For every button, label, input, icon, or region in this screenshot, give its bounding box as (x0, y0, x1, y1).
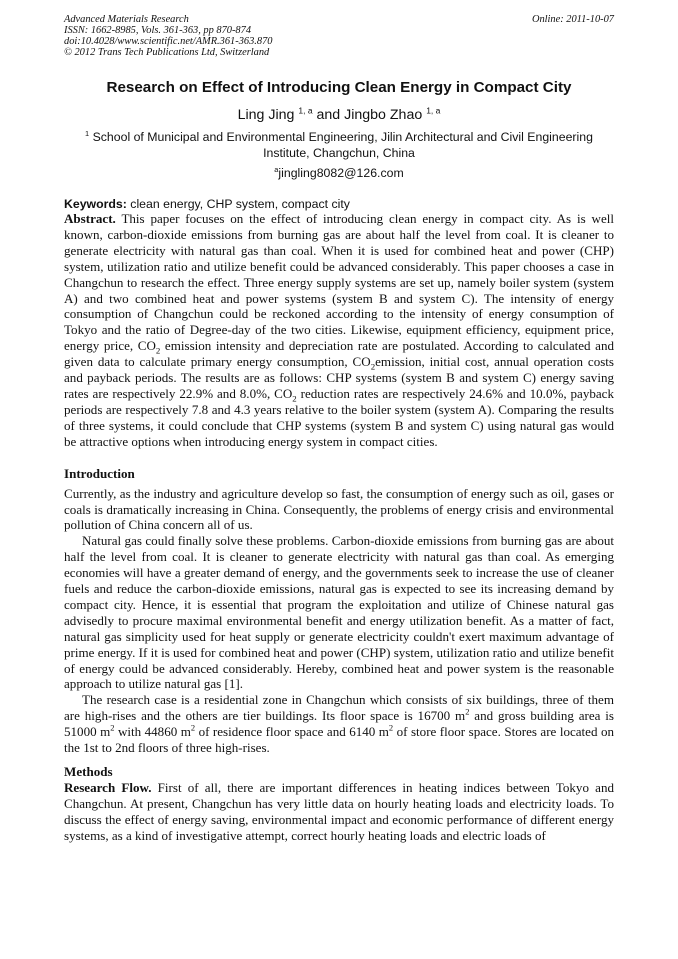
intro-paragraph-3 (64, 692, 614, 756)
abstract-sub-3: 2 (292, 393, 297, 404)
paper-page (64, 14, 614, 844)
author-line (64, 107, 614, 123)
intro-p3-sup-2: 2 (110, 722, 115, 733)
methods-heading: Methods (64, 764, 113, 779)
methods-lead: Research Flow. (64, 780, 152, 795)
abstract-text-1: This paper focuses on the effect of introducing clean energy in compact city. As is well known, carbon-dioxide emissions from burning gas are about half the level from coal. It is cleaner to generate electricity with natural gas than coal. When it is used for combined heat and power (CHP) system, utilization ratio and utilize benefit could be advanced considerably. This paper chooses a case in Changchun to research the effect. Three energy supply systems are set up, namely boiler system (system A) and two combined heat and power systems (system B and system C). The intensity of energy consumption of Changchun could be reckoned according to the intensity of energy consumption of Tokyo and the ratio of Degree-day of the two cities. Likewise, equipment efficiency, equipment price, energy price, CO (64, 211, 614, 354)
online-date: Online: 2011-10-07 (531, 14, 614, 25)
abstract-text-3: emission, initial cost, annual operation costs and payback periods. The results are as follows: CHP systems (system B and system C) energy saving rates are respectively 22.9% and 8.0%, CO (64, 354, 614, 401)
keywords-text: clean energy, CHP system, compact city (130, 197, 350, 211)
introduction-heading: Introduction (64, 465, 135, 481)
abstract-sub-2: 2 (370, 361, 376, 372)
intro-p3-sup-4: 2 (388, 722, 394, 733)
keywords-label: Keywords: (64, 197, 127, 211)
abstract (64, 211, 614, 450)
methods-paragraph-1 (64, 780, 614, 844)
paper-title: Research on Effect of Introducing Clean Energy in Compact City (106, 79, 572, 96)
abstract-label: Abstract. (64, 211, 116, 226)
copyright-line: © 2012 Trans Tech Publications Ltd, Switzerland (64, 47, 270, 58)
journal-header (64, 14, 614, 58)
issn-line: ISSN: 1662-8985, Vols. 361-363, pp 870-874 (64, 25, 252, 36)
journal-info (64, 14, 272, 58)
author-2: Jingbo Zhao (344, 107, 423, 123)
affiliation-marker: 1 (85, 128, 90, 138)
affiliation-text: School of Municipal and Environmental Engineering, Jilin Architectural and Civil Engineering Institute, Changchun, China (92, 130, 593, 160)
keywords (64, 197, 614, 211)
intro-p3-text-c: with 44860 m (114, 724, 191, 740)
abstract-text-4: reduction rates are respectively 24.6% and 10.0%, payback periods are respectively 7.8 and 4.3 years relative to the boiler system (system A). Comparing the results of three systems, it could conclude that CHP systems (system B and system C) using natural gas would be attractive options when introducing energy system in compact cities. (64, 385, 614, 449)
intro-paragraph-2: Natural gas could finally solve these problems. Carbon-dioxide emissions from burning gas are about half the level from coal. It is cleaner to generate electricity with natural gas than coal. As emerging economies will have a greater demand of energy, and the governments seek to increase the use of cleaner fuels and reduce the carbon-dioxide emissions, natural gas is expected to see its increasing demand by compact city. Hence, it is essential that program the exploitation and utilize of Chinese natural gas advisedly to procure maximal environmental benefit and energy utilization benefit. As a matter of fact, natural gas simplicity used for heat supply or generate electricity couldn't exert maximum advantage of prime energy. If it is used for combined heat and power (CHP) system, utilization ratio and utilize benefit of energy could be advanced considerably. Hereby, combined heat and power system is the reasonable approach to utilize natural gas [1]. (64, 533, 614, 692)
author-1-affil: 1, a (298, 105, 313, 116)
journal-name: Advanced Materials Research (64, 14, 189, 25)
author-1: Ling Jing (237, 107, 295, 123)
affiliation (64, 129, 614, 161)
methods-text: First of all, there are important differences in heating indices between Tokyo and Changchun. At present, Changchun has very little data on hourly heating loads and electricity loads. To discuss the effect of energy saving, environmental impact and economic performance of different energy systems, as a kind of investigative attempt, correct hourly heating loads and electric loads of (64, 780, 614, 843)
author-and: and (316, 107, 341, 123)
intro-paragraph-1: Currently, as the industry and agriculture develop so fast, the consumption of energy such as oil, gases or coals is dramatically increasing in China. Consequently, the problems of energy crisis and environmental pollution of China concern all of us. (64, 485, 614, 533)
email-address: jingling8082@126.com (278, 166, 404, 180)
intro-p3-text-e: of store floor space. Stores are located on the 1st to 2nd floors of three high-rises. (64, 724, 614, 756)
abstract-sub-1: 2 (155, 345, 161, 356)
intro-p3-sup-3: 2 (190, 722, 196, 733)
email-marker: a (274, 164, 279, 174)
intro-p3-text-b: and gross building area is 51000 m (64, 708, 615, 740)
intro-p3-text-d: of residence floor space and 6140 m (195, 724, 389, 740)
email-line (64, 166, 614, 180)
intro-p3-text-a: The research case is a residential zone in Changchun which consists of six buildings, three of them are high-rises and the others are tier buildings. Its floor space is 16700 m (64, 692, 614, 724)
doi-line: doi:10.4028/www.scientific.net/AMR.361-363.870 (64, 36, 273, 47)
abstract-text-2: emission intensity and depreciation rate are postulated. According to calculated and given data to calculate primary energy consumption, CO (64, 338, 614, 370)
author-2-affil: 1, a (426, 105, 441, 116)
intro-p3-sup-1: 2 (465, 706, 470, 717)
